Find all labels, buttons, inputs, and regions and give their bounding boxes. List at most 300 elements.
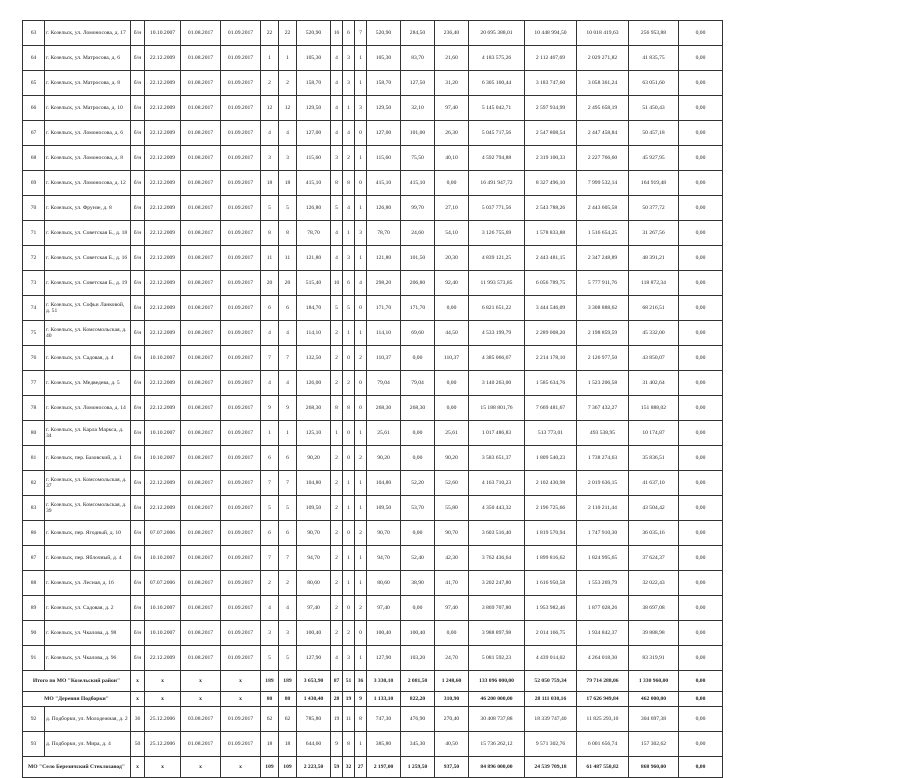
table-cell: 2 347 248,89 — [577, 246, 629, 271]
table-cell: б/н — [131, 221, 145, 246]
table-body — [23, 21, 723, 778]
table-cell: 7 — [279, 546, 297, 571]
table-cell: 8 — [261, 221, 279, 246]
table-cell: 2 319 100,33 — [525, 146, 577, 171]
table-cell: 2 — [331, 496, 343, 521]
table-cell: 74 — [23, 296, 45, 321]
table-row — [23, 396, 723, 421]
table-cell: 97,40 — [435, 596, 469, 621]
table-cell: 0 — [355, 121, 367, 146]
table-cell: 0 — [343, 521, 355, 546]
table-row — [23, 121, 723, 146]
table-cell: 345,30 — [401, 732, 435, 757]
table-cell: 28 111 030,16 — [525, 692, 577, 707]
table-cell: 3 140 263,00 — [469, 371, 525, 396]
table-cell: 01.09.2017 — [221, 596, 261, 621]
table-cell: 43 504,42 — [629, 496, 679, 521]
table-cell: 01.08.2017 — [181, 46, 221, 71]
table-cell: 1 — [343, 321, 355, 346]
table-row — [23, 96, 723, 121]
table-cell: б/н — [131, 246, 145, 271]
table-cell: 11 — [279, 246, 297, 271]
table-cell: г. Козельск, ул. Чкалова, д. 98 — [45, 621, 131, 646]
table-cell: 4 — [343, 121, 355, 146]
table-cell: 0 — [343, 421, 355, 446]
table-cell: 1 — [343, 571, 355, 596]
table-cell: х — [145, 692, 181, 707]
table-cell: 3 — [279, 146, 297, 171]
table-cell: 268,30 — [401, 396, 435, 421]
table-cell: 4 — [279, 371, 297, 396]
table-cell: 39 888,98 — [629, 621, 679, 646]
table-cell: 3 — [261, 621, 279, 646]
table-cell: 01.08.2017 — [181, 546, 221, 571]
table-cell: 3 444 546,09 — [525, 296, 577, 321]
table-cell: 100,40 — [297, 621, 331, 646]
table-cell: 51 450,43 — [629, 96, 679, 121]
table-cell: 79 714 288,06 — [577, 671, 629, 692]
table-cell: 2 196 725,66 — [525, 496, 577, 521]
table-cell: 2 014 166,75 — [525, 621, 577, 646]
table-cell: 18 — [261, 171, 279, 196]
table-cell: 01.08.2017 — [181, 221, 221, 246]
table-cell: 22.12.2009 — [145, 171, 181, 196]
table-cell: 20 — [261, 271, 279, 296]
table-cell: 2 — [331, 571, 343, 596]
table-cell: 118 872,34 — [629, 271, 679, 296]
table-cell: 4 — [279, 596, 297, 621]
table-cell: 4 — [355, 271, 367, 296]
table-cell: 747,30 — [367, 707, 401, 732]
table-cell: 90,20 — [435, 446, 469, 471]
table-cell: 72 — [23, 246, 45, 271]
table-cell: 01.09.2017 — [221, 396, 261, 421]
table-cell: 4 183 575,26 — [469, 46, 525, 71]
table-cell: 7 669 481,67 — [525, 396, 577, 421]
table-cell: 3 — [355, 96, 367, 121]
table-row — [23, 321, 723, 346]
table-cell: 0 — [343, 346, 355, 371]
table-cell: 0,00 — [679, 371, 723, 396]
table-cell: 9 — [331, 732, 343, 757]
table-cell: 01.09.2017 — [221, 646, 261, 671]
table-cell: 01.08.2017 — [181, 596, 221, 621]
table-cell: б/н — [131, 321, 145, 346]
table-cell: 01.09.2017 — [221, 171, 261, 196]
table-cell: 6 — [279, 296, 297, 321]
table-cell: 3 — [279, 621, 297, 646]
table-cell: 2 — [343, 146, 355, 171]
table-cell: 01.09.2017 — [221, 221, 261, 246]
table-row — [23, 671, 723, 692]
table-cell: 1 — [331, 421, 343, 446]
table-cell: 1 330 960,00 — [629, 671, 679, 692]
table-cell: 5 — [343, 296, 355, 321]
table-row — [23, 446, 723, 471]
table-cell: 1 824 995,65 — [577, 546, 629, 571]
table-cell: г. Козельск, ул. Медведева, д. 5 — [45, 371, 131, 396]
table-cell: 0,00 — [679, 692, 723, 707]
table-cell: 1 585 634,76 — [525, 371, 577, 396]
table-cell: 0,00 — [679, 271, 723, 296]
table-cell: б/н — [131, 196, 145, 221]
table-cell: г. Козельск, ул. Чкалова, д. 96 — [45, 646, 131, 671]
table-cell: 6 — [279, 521, 297, 546]
table-cell: 01.09.2017 — [221, 732, 261, 757]
table-cell: 5 777 911,76 — [577, 271, 629, 296]
table-cell: 256 953,88 — [629, 21, 679, 46]
table-cell: 0,00 — [401, 446, 435, 471]
table-cell: 10.10.2007 — [145, 421, 181, 446]
table-cell: 22.12.2009 — [145, 71, 181, 96]
table-cell: 07.07.2006 — [145, 571, 181, 596]
table-cell: 10 018 419,63 — [577, 21, 629, 46]
table-cell: 4 385 066,67 — [469, 346, 525, 371]
table-cell: 4 592 794,88 — [469, 146, 525, 171]
table-cell: 12 — [261, 96, 279, 121]
table-cell: 22.12.2009 — [145, 471, 181, 496]
table-cell: 2 126 977,50 — [577, 346, 629, 371]
table-cell: 91 — [23, 646, 45, 671]
table-row — [23, 271, 723, 296]
table-cell: 99,70 — [401, 196, 435, 221]
table-cell: б/н — [131, 521, 145, 546]
table-cell: 22.12.2009 — [145, 371, 181, 396]
table-cell: 0 — [343, 596, 355, 621]
table-cell: 109,50 — [297, 496, 331, 521]
table-cell: 53,70 — [401, 496, 435, 521]
housing-table — [22, 20, 723, 778]
table-cell: 25,61 — [367, 421, 401, 446]
table-cell: 21,60 — [435, 46, 469, 71]
table-cell: 1 — [343, 221, 355, 246]
table-cell: 51 — [343, 671, 355, 692]
table-cell: 127,50 — [401, 71, 435, 96]
table-cell: 4 — [261, 596, 279, 621]
table-cell: 1 — [355, 732, 367, 757]
table-cell: б/н — [131, 496, 145, 521]
table-cell: 01.08.2017 — [181, 296, 221, 321]
table-cell: 103,20 — [401, 646, 435, 671]
table-cell: 01.09.2017 — [221, 21, 261, 46]
table-cell: 36 — [131, 707, 145, 732]
table-cell: 97,40 — [367, 596, 401, 621]
table-cell: 0,00 — [679, 246, 723, 271]
table-cell: 45 927,95 — [629, 146, 679, 171]
table-cell: 5 081 592,23 — [469, 646, 525, 671]
table-cell: 11 — [343, 707, 355, 732]
table-cell: 189 — [261, 671, 279, 692]
table-row — [23, 621, 723, 646]
table-cell: 01.08.2017 — [181, 271, 221, 296]
table-cell: 1 — [279, 421, 297, 446]
table-cell: 83,70 — [401, 46, 435, 71]
table-cell: 71 — [23, 221, 45, 246]
table-cell: 18 — [279, 732, 297, 757]
table-cell: 0 — [355, 621, 367, 646]
table-cell: 0,00 — [679, 496, 723, 521]
table-cell: 2 — [343, 371, 355, 396]
table-cell: 79,04 — [367, 371, 401, 396]
table-cell: 01.08.2017 — [181, 96, 221, 121]
table-cell: 8 — [331, 396, 343, 421]
table-cell: 3 — [343, 71, 355, 96]
table-cell: 6 001 656,74 — [577, 732, 629, 757]
table-cell: 17 626 949,84 — [577, 692, 629, 707]
table-cell: 7 — [279, 346, 297, 371]
table-cell: 0,00 — [679, 71, 723, 96]
table-cell: 63 — [23, 21, 45, 46]
table-cell: 10.10.2007 — [145, 596, 181, 621]
table-cell: 2 547 808,54 — [525, 121, 577, 146]
table-cell: 25,61 — [435, 421, 469, 446]
table-cell: 80 — [261, 692, 279, 707]
table-cell: 01.08.2017 — [181, 146, 221, 171]
table-cell: 01.09.2017 — [221, 196, 261, 221]
table-cell: б/н — [131, 371, 145, 396]
table-cell: 2 — [343, 621, 355, 646]
table-cell: 38,90 — [401, 571, 435, 596]
table-cell: 90,20 — [297, 446, 331, 471]
table-cell: 5 037 771,56 — [469, 196, 525, 221]
table-cell: 24 539 709,18 — [525, 757, 577, 778]
table-cell: 27,10 — [435, 196, 469, 221]
table-cell: х — [181, 671, 221, 692]
table-cell: 100,40 — [401, 621, 435, 646]
table-cell: 5 — [279, 646, 297, 671]
table-cell: 268,30 — [297, 396, 331, 421]
table-cell: 2 — [261, 571, 279, 596]
table-cell: г. Козельск, ул. Матросова, д. 8 — [45, 71, 131, 96]
table-cell: 22.12.2009 — [145, 221, 181, 246]
table-cell: 3 653,90 — [297, 671, 331, 692]
table-cell: 1 — [343, 96, 355, 121]
table-cell: 127,90 — [297, 646, 331, 671]
table-cell: 69,60 — [401, 321, 435, 346]
table-cell: 0 — [343, 446, 355, 471]
table-cell: б/н — [131, 71, 145, 96]
table-cell: 2 — [331, 346, 343, 371]
table-cell: 0,00 — [679, 732, 723, 757]
table-cell: 2 223,50 — [297, 757, 331, 778]
table-cell: 01.09.2017 — [221, 46, 261, 71]
table-cell: 0,00 — [679, 296, 723, 321]
table-cell: 22.12.2009 — [145, 146, 181, 171]
table-cell: 01.09.2017 — [221, 496, 261, 521]
table-cell: 785,80 — [297, 707, 331, 732]
table-cell: 42,30 — [435, 546, 469, 571]
table-cell: 22.12.2009 — [145, 246, 181, 271]
table-cell: 515,40 — [297, 271, 331, 296]
table-cell: г. Козельск, ул. Советская Б., д. 18 — [45, 221, 131, 246]
table-cell: 236,40 — [435, 21, 469, 46]
table-cell: 75,50 — [401, 146, 435, 171]
table-cell: 2 102 430,98 — [525, 471, 577, 496]
table-cell: 4 — [331, 246, 343, 271]
table-cell: 1 — [355, 471, 367, 496]
table-cell: г. Козельск, ул. Ломоносова, д. 17 — [45, 21, 131, 46]
table-cell: б/н — [131, 546, 145, 571]
table-cell: 0,00 — [679, 21, 723, 46]
table-cell: 126,00 — [297, 371, 331, 396]
table-cell: 22.12.2009 — [145, 321, 181, 346]
table-cell: 3 — [331, 146, 343, 171]
table-cell: 164 919,48 — [629, 171, 679, 196]
table-cell: 32 022,43 — [629, 571, 679, 596]
table-cell: 01.09.2017 — [221, 521, 261, 546]
table-cell: 25.12.2006 — [145, 707, 181, 732]
table-cell: 01.08.2017 — [181, 621, 221, 646]
table-cell: 7 — [261, 346, 279, 371]
table-cell: х — [131, 757, 145, 778]
table-cell: 07.07.2006 — [145, 521, 181, 546]
table-cell: 6 305 160,44 — [469, 71, 525, 96]
table-cell: 88 — [23, 571, 45, 596]
table-cell: 76 — [23, 346, 45, 371]
table-row — [23, 371, 723, 396]
table-cell: 0 — [355, 296, 367, 321]
table-cell: 22.12.2009 — [145, 121, 181, 146]
table-cell: 0,00 — [679, 646, 723, 671]
table-cell: 0,00 — [679, 571, 723, 596]
table-cell: 1 747 910,30 — [577, 521, 629, 546]
table-cell: 520,90 — [367, 21, 401, 46]
table-cell: 121,80 — [297, 246, 331, 271]
table-cell: 41 637,10 — [629, 471, 679, 496]
table-row — [23, 646, 723, 671]
table-cell: д. Подборки, ул. Молодежная, д. 2 — [45, 707, 131, 732]
table-cell: 22.12.2009 — [145, 296, 181, 321]
table-cell: 19 — [343, 692, 355, 707]
table-cell: д. Подборки, ул. Мира, д. 4 — [45, 732, 131, 757]
table-cell: 4 — [261, 321, 279, 346]
table-cell: 7 — [279, 471, 297, 496]
table-cell: 10.10.2007 — [145, 446, 181, 471]
table-cell: 40,50 — [435, 732, 469, 757]
table-cell: 30 408 737,88 — [469, 707, 525, 732]
table-cell: 2 447 458,84 — [577, 121, 629, 146]
table-cell: 22.12.2009 — [145, 271, 181, 296]
table-cell: 110,37 — [367, 346, 401, 371]
table-cell: б/н — [131, 121, 145, 146]
table-cell: 0,00 — [679, 196, 723, 221]
table-cell: 310,90 — [435, 692, 469, 707]
table-row — [23, 171, 723, 196]
table-cell: 157 302,62 — [629, 732, 679, 757]
table-cell: 63 051,60 — [629, 71, 679, 96]
table-cell: б/н — [131, 296, 145, 321]
table-cell: 1 934 842,37 — [577, 621, 629, 646]
table-cell: 7 — [261, 546, 279, 571]
table-cell: 2 443 481,15 — [525, 246, 577, 271]
table-cell: 1 — [261, 421, 279, 446]
table-cell: 4 163 710,23 — [469, 471, 525, 496]
table-cell: х — [131, 671, 145, 692]
table-cell: 01.09.2017 — [221, 71, 261, 96]
table-cell: 1 899 816,62 — [525, 546, 577, 571]
table-cell: 65 — [23, 71, 45, 96]
table-cell: 8 — [331, 171, 343, 196]
table-cell: 3 762 436,64 — [469, 546, 525, 571]
table-cell: 110,37 — [435, 346, 469, 371]
table-cell: 01.08.2017 — [181, 646, 221, 671]
table-cell: 3 — [343, 46, 355, 71]
table-cell: 15 736 262,12 — [469, 732, 525, 757]
table-row — [23, 521, 723, 546]
table-cell: 0,00 — [435, 371, 469, 396]
table-cell: б/н — [131, 446, 145, 471]
table-cell: 4 — [261, 121, 279, 146]
table-cell: 1 — [279, 46, 297, 71]
table-cell: 2 — [331, 596, 343, 621]
table-row — [23, 546, 723, 571]
table-cell: г. Козельск, ул. Ломоносова, д. 8 — [45, 146, 131, 171]
table-cell: 01.09.2017 — [221, 546, 261, 571]
table-cell: 0,00 — [435, 621, 469, 646]
table-cell: 1 017 486,83 — [469, 421, 525, 446]
table-cell: 385,80 — [367, 732, 401, 757]
table-cell: 868 960,00 — [629, 757, 679, 778]
table-cell: 01.09.2017 — [221, 246, 261, 271]
table-cell: 2 — [331, 521, 343, 546]
table-cell: 52,60 — [435, 471, 469, 496]
table-cell: 01.08.2017 — [181, 171, 221, 196]
table-cell: г. Козельск, ул. Софьи Ланковой, д. 51 — [45, 296, 131, 321]
table-cell: 7 999 532,14 — [577, 171, 629, 196]
table-cell: 0,00 — [401, 521, 435, 546]
table-cell: 50 — [131, 732, 145, 757]
table-cell: 35 836,51 — [629, 446, 679, 471]
table-cell: 01.09.2017 — [221, 421, 261, 446]
table-cell: 01.08.2017 — [181, 732, 221, 757]
table-cell: 78,70 — [297, 221, 331, 246]
table-cell: б/н — [131, 271, 145, 296]
table-cell: 4 — [279, 321, 297, 346]
table-cell: 10.10.2007 — [145, 621, 181, 646]
table-cell: 0,00 — [679, 346, 723, 371]
table-cell: 7 367 432,27 — [577, 396, 629, 421]
table-cell: 24,60 — [401, 221, 435, 246]
table-cell: г. Козельск, ул. Советская Б., д. 16 — [45, 246, 131, 271]
table-cell: 2 214 178,10 — [525, 346, 577, 371]
table-cell: г. Козельск, ул. Комсомольская, д. 37 — [45, 471, 131, 496]
table-cell: 2 019 636,15 — [577, 471, 629, 496]
table-cell: 0,00 — [679, 46, 723, 71]
table-cell: 1 — [355, 196, 367, 221]
table-cell: 6 — [279, 446, 297, 471]
table-cell: 109 — [279, 757, 297, 778]
table-cell: 31 402,64 — [629, 371, 679, 396]
table-cell: 18 339 747,40 — [525, 707, 577, 732]
table-cell: 127,00 — [367, 121, 401, 146]
table-cell: 80,60 — [297, 571, 331, 596]
table-cell: 15 188 801,76 — [469, 396, 525, 421]
table-cell: 41,70 — [435, 571, 469, 596]
table-cell: 8 — [343, 396, 355, 421]
table-cell: 01.08.2017 — [181, 246, 221, 271]
table-cell: г. Козельск, ул. Садовая, д. 2 — [45, 596, 131, 621]
table-cell: 6 — [343, 21, 355, 46]
table-cell: 6 — [261, 521, 279, 546]
table-cell: 151 888,02 — [629, 396, 679, 421]
table-cell: 476,90 — [401, 707, 435, 732]
table-cell: г. Козельск, ул. Фрунзе, д. 8 — [45, 196, 131, 221]
table-cell: 1 — [355, 246, 367, 271]
table-row — [23, 757, 723, 778]
table-cell: 0 — [355, 396, 367, 421]
table-cell: 129,50 — [297, 96, 331, 121]
table-cell: 67 — [23, 121, 45, 146]
